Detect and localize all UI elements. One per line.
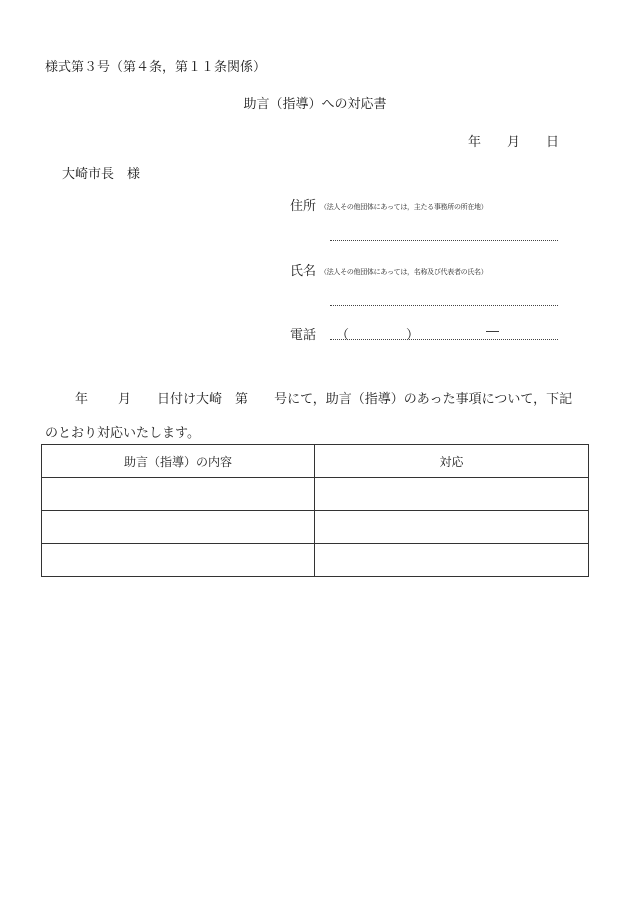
body-month: 月 bbox=[118, 392, 132, 407]
table-cell[interactable] bbox=[315, 511, 589, 544]
body-text-line-2: のとおり対応いたします。 bbox=[45, 426, 200, 441]
table-cell[interactable] bbox=[42, 478, 315, 511]
name-note: （法人その他団体にあっては，名称及び代表者の氏名） bbox=[320, 268, 488, 276]
body-year: 年 bbox=[75, 392, 89, 407]
body-date-prefix: 日付け大崎 bbox=[157, 392, 223, 407]
document-title: 助言（指導）への対応書 bbox=[243, 97, 387, 112]
table-cell[interactable] bbox=[42, 511, 315, 544]
name-label: 氏名 bbox=[290, 264, 317, 279]
table-row bbox=[42, 478, 589, 511]
date-day: 日 bbox=[546, 135, 560, 150]
name-field bbox=[290, 260, 487, 279]
body-line1-rest: 号にて，助言（指導）のあった事項について，下記 bbox=[274, 392, 573, 407]
address-input-line[interactable] bbox=[330, 240, 558, 241]
body-text-line-1 bbox=[45, 388, 585, 407]
phone-input-line[interactable] bbox=[330, 339, 558, 340]
date-line bbox=[468, 131, 559, 150]
body-number-prefix: 第 bbox=[235, 392, 249, 407]
response-table bbox=[41, 444, 589, 577]
addressee: 大崎市長 様 bbox=[62, 167, 141, 182]
phone-label: 電話 bbox=[290, 328, 317, 343]
table-row bbox=[42, 544, 589, 577]
name-input-line[interactable] bbox=[330, 305, 558, 306]
table-cell[interactable] bbox=[315, 544, 589, 577]
address-label: 住所 bbox=[290, 199, 317, 214]
form-number: 様式第３号（第４条，第１１条関係） bbox=[45, 60, 267, 75]
header-response: 対応 bbox=[315, 445, 589, 478]
table-cell[interactable] bbox=[42, 544, 315, 577]
phone-dash: ― bbox=[486, 324, 499, 339]
table-cell[interactable] bbox=[315, 478, 589, 511]
address-field bbox=[290, 195, 487, 214]
table-row bbox=[42, 511, 589, 544]
date-year: 年 bbox=[468, 135, 482, 150]
address-note: （法人その他団体にあっては，主たる事務所の所在地） bbox=[320, 203, 488, 211]
date-month: 月 bbox=[507, 135, 521, 150]
header-advice-content: 助言（指導）の内容 bbox=[42, 445, 315, 478]
table-header-row bbox=[42, 445, 589, 478]
phone-open-paren: （ bbox=[336, 328, 350, 343]
phone-close-paren: ） bbox=[406, 328, 420, 343]
